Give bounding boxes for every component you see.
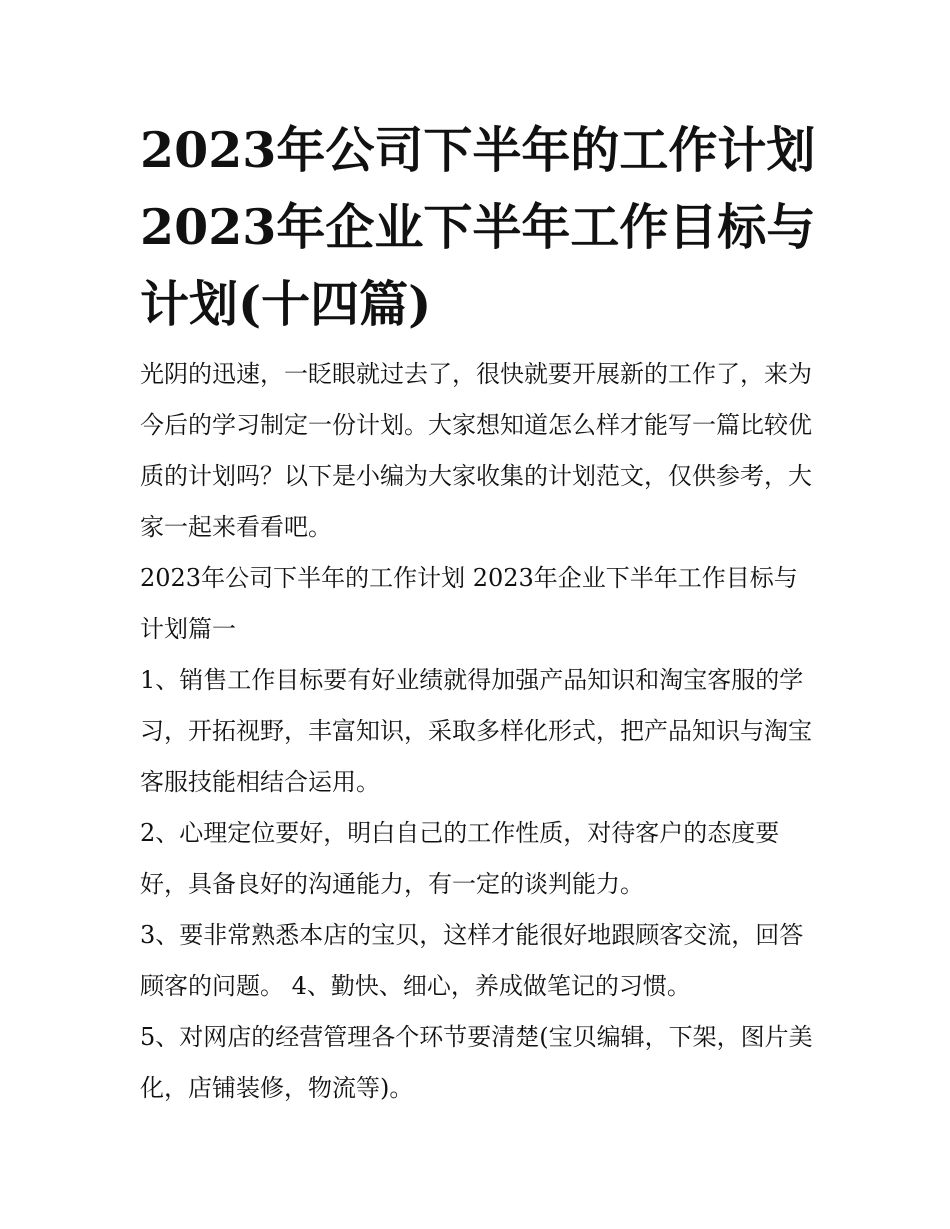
list-item-3-4: 3、要非常熟悉本店的宝贝，这样才能很好地跟顾客交流，回答顾客的问题。 4、勤快、细心，养成做笔记的习惯。 [140,921,804,1000]
section-heading: 2023年公司下半年的工作计划 2023年企业下半年工作目标与计划篇一 [140,564,798,643]
list-item-1: 1、销售工作目标要有好业绩就得加强产品知识和淘宝客服的学习，开拓视野，丰富知识，采取多样化形式，把产品知识与淘宝客服技能相结合运用。 [140,666,812,796]
list-item-2: 2、心理定位要好，明白自己的工作性质，对待客户的态度要好，具备良好的沟通能力，有一定的谈判能力。 [140,819,780,898]
document-title: 2023年公司下半年的工作计划 2023年企业下半年工作目标与计划(十四篇) [140,121,816,333]
document-page [140,112,816,1114]
intro-paragraph: 光阴的迅速，一眨眼就过去了，很快就要开展新的工作了，来为今后的学习制定一份计划。大家想知道怎么样才能写一篇比较优质的计划吗？以下是小编为大家收集的计划范文，仅供参考，大家一起来看看吧。 [140,360,812,541]
list-item-5: 5、对网店的经营管理各个环节要清楚(宝贝编辑，下架，图片美化，店铺装修，物流等)。 [140,1023,813,1102]
